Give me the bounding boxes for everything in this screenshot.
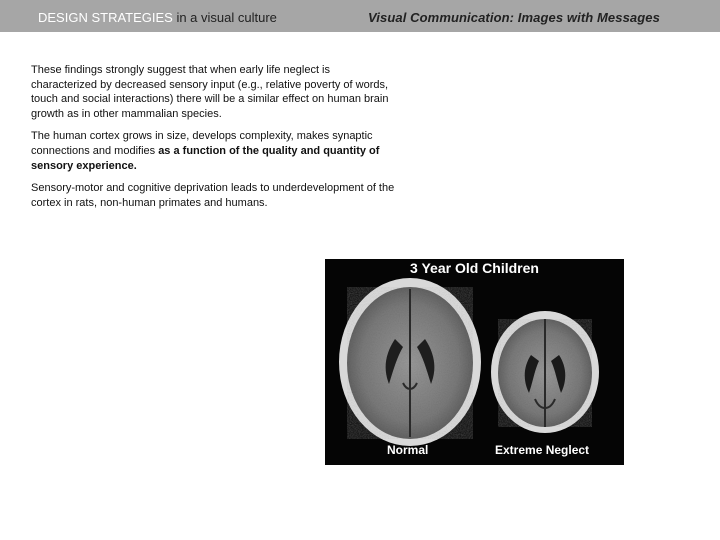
neglect-brain-scan <box>491 311 599 433</box>
header-bar <box>0 0 720 32</box>
paragraph-1: These findings strongly suggest that when early life neglect is characterized by decreased sensory input (e.g., relative poverty of words, touch and social interactions) there will be a similar effect on human brain growth as in other mammalian species. <box>31 64 389 120</box>
course-title <box>38 10 277 25</box>
course-title-strong: DESIGN STRATEGIES <box>38 10 173 25</box>
body-text <box>31 63 396 218</box>
slide-title: Visual Communication: Images with Messages <box>368 10 660 25</box>
paragraph-2 <box>31 129 396 173</box>
figure-title: 3 Year Old Children <box>410 260 539 276</box>
caption-extreme-neglect: Extreme Neglect <box>495 443 590 457</box>
course-title-rest: in a visual culture <box>172 10 277 25</box>
paragraph-2-text: The human cortex grows in size, develops complexity, makes synaptic connections and modifies <box>31 130 373 157</box>
caption-normal: Normal <box>387 443 429 457</box>
paragraph-3: Sensory-motor and cognitive deprivation leads to underdevelopment of the cortex in rats, non-human primates and humans. <box>31 182 395 209</box>
brain-scans-image <box>325 259 624 465</box>
normal-brain-scan <box>339 278 481 446</box>
brain-scan-figure <box>325 259 624 465</box>
paragraph-2-emphasis: as a function of the quality and quantity of sensory experience. <box>31 144 380 172</box>
